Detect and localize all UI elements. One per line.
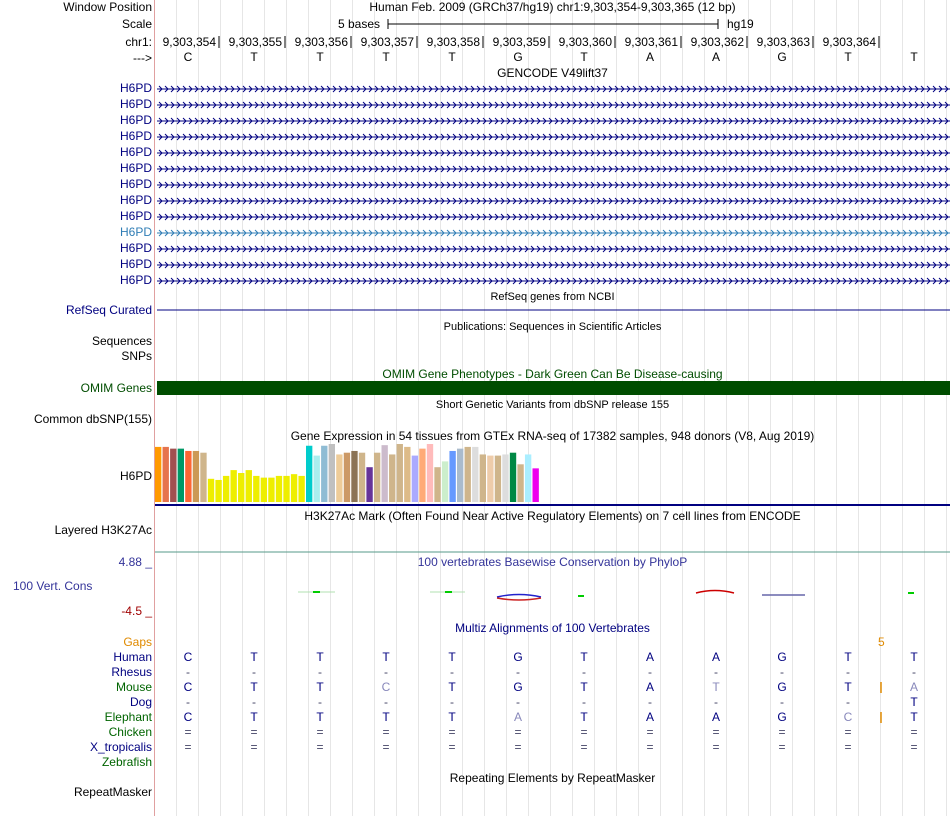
gtex-title: Gene Expression in 54 tissues from GTEx RNA-seq of 17382 samples, 948 donors (V8, Aug 2019) [290,429,815,443]
reference-base: T [448,50,456,64]
gtex-label[interactable]: H6PD [119,469,152,483]
reference-base: G [513,50,523,64]
aligned-base: = [316,740,324,754]
aligned-base: - [252,665,256,679]
gtex-tissue-bar [366,467,372,502]
snps-label[interactable]: SNPs [121,349,152,363]
omim-bar [157,381,950,395]
reference-base: A [711,50,720,64]
gencode-transcript-label[interactable]: H6PD [119,177,152,191]
db-label: hg19 [727,17,754,31]
ruler-position: 9,303,359 [492,35,546,49]
phylop-mark [445,591,452,593]
h3k27ac-title: H3K27Ac Mark (Often Found Near Active Regulatory Elements) on 7 cell lines from ENCODE [304,509,801,523]
gtex-tissue-bar [321,446,327,502]
gtex-tissue-bar [329,444,335,502]
phylop-mark [497,595,541,598]
aligned-base: G [777,650,787,664]
aligned-base: - [582,695,586,709]
aligned-base: A [513,710,522,724]
multiz-title: Multiz Alignments of 100 Vertebrates [455,621,650,635]
reference-base: A [645,50,654,64]
reference-base: T [580,50,588,64]
aligned-base: T [844,650,852,664]
gtex-tissue-bar [261,478,267,502]
reference-base: T [844,50,852,64]
aligned-base: C [183,710,193,724]
gencode-transcript-label[interactable]: H6PD [119,273,152,287]
gtex-tissue-bar [427,444,433,502]
aligned-base: = [910,725,918,739]
aligned-base: - [450,665,454,679]
gtex-tissue-bar [449,451,455,502]
species-label[interactable]: Elephant [104,710,152,724]
scale-text: 5 bases [338,17,381,31]
ruler-position: 9,303,363 [756,35,810,49]
gtex-tissue-bar [200,453,206,502]
gtex-tissue-bar [193,451,199,502]
aligned-base: G [777,710,787,724]
ruler-position: 9,303,354 [162,35,216,49]
species-label[interactable]: Dog [129,695,152,709]
aligned-base: T [382,710,390,724]
aligned-base: - [450,695,454,709]
gtex-tissue-bar [155,447,161,502]
reference-base: T [250,50,258,64]
aligned-base: A [645,680,654,694]
species-label[interactable]: Mouse [115,680,152,694]
aligned-base: T [910,695,918,709]
dbsnp-label[interactable]: Common dbSNP(155) [33,412,152,426]
phylop-max: 4.88 _ [118,555,152,569]
aligned-base: T [316,710,324,724]
gencode-transcript-label[interactable]: H6PD [119,81,152,95]
aligned-base: - [252,695,256,709]
aligned-base: - [648,665,652,679]
aligned-base: - [186,665,190,679]
aligned-base: = [382,740,390,754]
aligned-base: = [646,725,654,739]
gtex-tissue-bar [442,461,448,502]
gencode-transcript-label[interactable]: H6PD [119,113,152,127]
gencode-transcript-label[interactable]: H6PD [119,241,152,255]
ruler-position: 9,303,355 [228,35,282,49]
aligned-base: T [580,710,588,724]
gtex-tissue-bar [465,447,471,502]
refseq-title: RefSeq genes from NCBI [490,291,615,303]
aligned-base: T [448,650,456,664]
aligned-base: G [513,650,523,664]
aligned-base: T [382,650,390,664]
phylop-title: 100 vertebrates Basewise Conservation by PhyloP [417,555,688,569]
phylop-mark [497,598,541,600]
aligned-base: = [778,740,786,754]
aligned-base: = [844,725,852,739]
h3k27ac-label[interactable]: Layered H3K27Ac [54,523,152,537]
aligned-base: A [711,650,720,664]
gtex-tissue-bar [389,454,395,502]
reference-base: T [382,50,390,64]
gtex-tissue-bar [223,476,229,502]
gtex-tissue-bar [457,449,463,502]
aligned-base: - [516,695,520,709]
phylop-label[interactable]: 100 Vert. Cons [13,579,93,593]
dbsnp-title: Short Genetic Variants from dbSNP release 155 [435,399,670,411]
gtex-tissue-bar [382,445,388,502]
phylop-mark [696,591,734,594]
species-label[interactable]: Rhesus [111,665,152,679]
aligned-base: C [183,650,193,664]
gtex-tissue-bar [208,479,214,502]
reference-base: C [183,50,193,64]
aligned-base: = [514,740,522,754]
gtex-tissue-bar [215,480,221,502]
aligned-base: = [712,725,720,739]
ruler-position: 9,303,361 [624,35,678,49]
gtex-tissue-bar [434,467,440,502]
ruler-position: 9,303,362 [690,35,744,49]
aligned-base: - [318,695,322,709]
aligned-base: = [184,740,192,754]
aligned-base: = [844,740,852,754]
aligned-base: = [910,740,918,754]
gencode-transcript-label[interactable]: H6PD [119,145,152,159]
gtex-tissue-bar [185,451,191,502]
aligned-base: - [714,695,718,709]
gtex-tissue-bar [336,454,342,502]
gtex-tissue-bar [344,453,350,502]
aligned-base: - [384,695,388,709]
aligned-base: = [316,725,324,739]
gtex-tissue-bar [238,473,244,502]
gtex-tissue-bar [533,468,539,502]
gtex-tissue-bar [502,454,508,502]
gtex-tissue-bar [178,449,184,502]
aligned-base: A [711,710,720,724]
gtex-tissue-bar [283,476,289,502]
phylop-mark [908,592,914,594]
ruler-position: 9,303,357 [360,35,414,49]
aligned-base: = [580,725,588,739]
species-label[interactable]: Human [113,650,152,664]
gtex-tissue-bar [276,476,282,502]
species-label[interactable]: X_tropicalis [89,740,152,754]
gencode-transcript-label[interactable]: H6PD [119,161,152,175]
aligned-base: T [316,680,324,694]
aligned-base: = [646,740,654,754]
gtex-tissue-bar [480,454,486,502]
aligned-base: = [514,725,522,739]
gtex-tissue-bar [298,476,304,502]
aligned-base: - [516,665,520,679]
gtex-tissue-bar [170,449,176,502]
species-label[interactable]: Chicken [108,725,152,739]
gtex-tissue-bar [374,453,380,502]
aligned-base: T [250,710,258,724]
aligned-base: - [318,665,322,679]
scale-label: Scale [121,17,152,31]
gtex-tissue-bar [306,446,312,502]
aligned-base: T [910,650,918,664]
aligned-base: = [712,740,720,754]
reference-base: G [777,50,787,64]
omim-title: OMIM Gene Phenotypes - Dark Green Can Be Disease-causing [382,367,723,381]
gtex-tissue-bar [314,456,320,502]
publications-title: Publications: Sequences in Scientific Articles [443,321,662,333]
ruler-position: 9,303,356 [294,35,348,49]
phylop-mark [578,595,584,597]
gtex-tissue-bar [291,474,297,502]
aligned-base: T [844,680,852,694]
gtex-tissue-bar [397,444,403,502]
aligned-base: T [580,650,588,664]
species-label[interactable]: Zebrafish [101,755,152,769]
strand-label: ---> [133,51,152,65]
aligned-base: - [780,665,784,679]
aligned-base: = [778,725,786,739]
gtex-tissue-bar [517,464,523,502]
aligned-base: - [648,695,652,709]
gtex-tissue-bar [412,456,418,502]
aligned-base: = [250,725,258,739]
aligned-base: - [384,665,388,679]
repeatmasker-title: Repeating Elements by RepeatMasker [449,771,656,785]
gtex-tissue-bar [163,447,169,502]
repeatmasker-label[interactable]: RepeatMasker [73,785,152,799]
aligned-base: - [846,695,850,709]
aligned-base: = [250,740,258,754]
gtex-tissue-bar [525,454,531,502]
aligned-base: T [448,680,456,694]
aligned-base: - [846,665,850,679]
aligned-base: = [184,725,192,739]
gtex-tissue-bar [472,447,478,502]
gtex-tissue-bar [487,456,493,502]
phylop-min: -4.5 _ [121,604,152,618]
aligned-base: C [381,680,391,694]
gencode-title: GENCODE V49lift37 [497,66,608,80]
ruler-position: 9,303,358 [426,35,480,49]
aligned-base: = [580,740,588,754]
gtex-tissue-bar [246,470,252,502]
gtex-tissue-bar [404,447,410,502]
gtex-tissue-bar [359,453,365,502]
aligned-base: G [513,680,523,694]
aligned-base: A [645,650,654,664]
aligned-base: T [250,650,258,664]
reference-base: T [910,50,918,64]
aligned-base: = [448,725,456,739]
gtex-tissue-bar [351,451,357,502]
gaps-label[interactable]: Gaps [123,635,152,649]
aligned-base: T [448,710,456,724]
gencode-transcript-label[interactable]: H6PD [119,225,152,239]
gtex-tissue-bar [495,456,501,502]
ruler-position: 9,303,364 [822,35,876,49]
aligned-base: T [316,650,324,664]
gencode-transcript-label[interactable]: H6PD [119,209,152,223]
gtex-tissue-bar [253,476,259,502]
chrom-label: chr1: [125,35,152,49]
aligned-base: T [910,710,918,724]
aligned-base: G [777,680,787,694]
aligned-base: A [645,710,654,724]
gtex-tissue-bar [268,478,274,502]
gtex-tissue-bar [231,470,237,502]
sequences-label[interactable]: Sequences [91,334,152,348]
ruler-position: 9,303,360 [558,35,612,49]
assembly-title: Human Feb. 2009 (GRCh37/hg19) chr1:9,303,354-9,303,365 (12 bp) [369,0,736,14]
refseq-label[interactable]: RefSeq Curated [65,303,152,317]
gencode-transcript-label[interactable]: H6PD [119,129,152,143]
aligned-base: = [448,740,456,754]
aligned-base: - [912,665,916,679]
aligned-base: = [382,725,390,739]
gap-count: 5 [878,635,885,649]
gencode-transcript-label[interactable]: H6PD [119,257,152,271]
gtex-tissue-bar [510,453,516,502]
aligned-base: C [183,680,193,694]
aligned-base: - [780,695,784,709]
aligned-base: - [714,665,718,679]
aligned-base: - [582,665,586,679]
gtex-tissue-bar [419,449,425,502]
omim-label[interactable]: OMIM Genes [80,381,152,395]
aligned-base: C [843,710,853,724]
aligned-base: T [712,680,720,694]
aligned-base: - [186,695,190,709]
aligned-base: A [909,680,918,694]
gencode-transcript-label[interactable]: H6PD [119,97,152,111]
gencode-transcript-label[interactable]: H6PD [119,193,152,207]
phylop-mark [313,591,320,593]
aligned-base: T [250,680,258,694]
aligned-base: T [580,680,588,694]
reference-base: T [316,50,324,64]
window-position-label: Window Position [63,0,152,14]
